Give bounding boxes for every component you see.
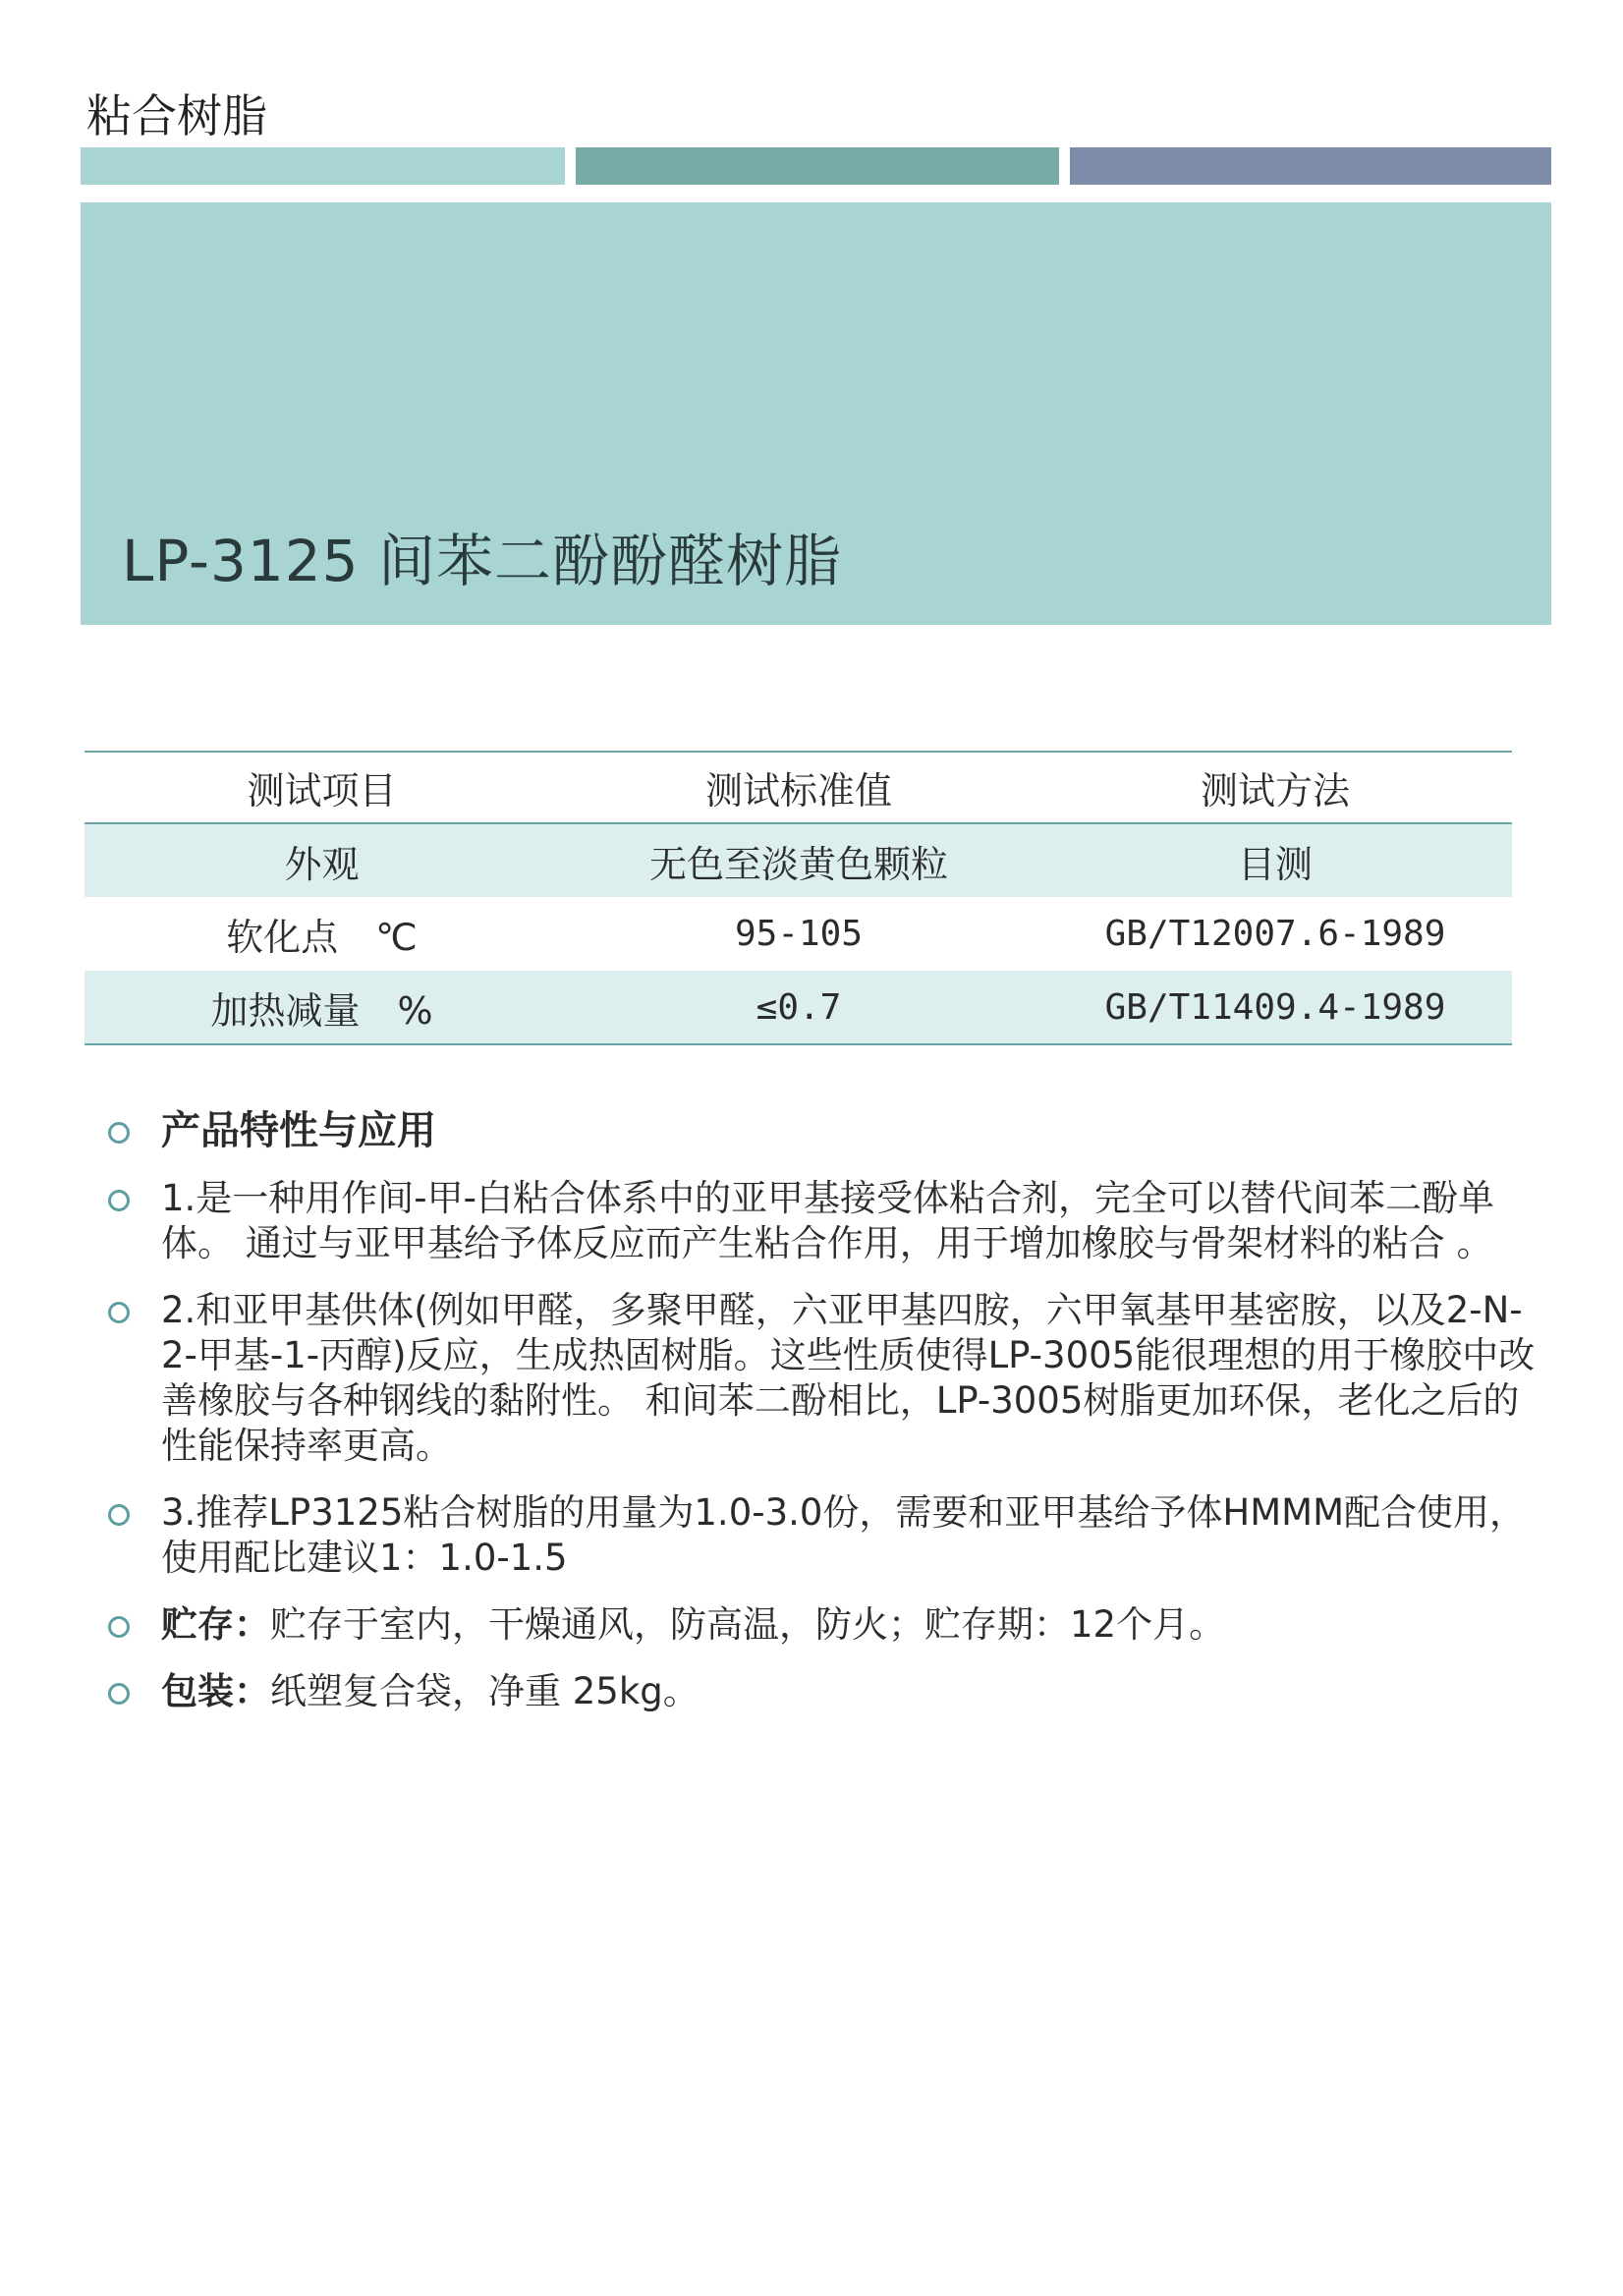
list-item: 1.是一种用作间-甲-白粘合体系中的亚甲基接受体粘合剂，完全可以替代间苯二酚单体。 通过与亚甲基给予体反应而产生粘合作用，用于增加橡胶与骨架材料的粘合 。 [106,1176,1540,1266]
circle-bullet-icon [108,1616,130,1638]
list-item: 2.和亚甲基供体(例如甲醛，多聚甲醛，六亚甲基四胺，六甲氧基甲基密胺，以及2-N-2-甲基-1-丙醇)反应，生成热固树脂。这些性质使得LP-3005能很理想的用于橡胶中改善橡胶与各种钢线的黏附性。 和间苯二酚相比，LP-3005树脂更加环保，老化之后的性能保持率更高。 [106,1288,1540,1469]
table-row [84,897,1512,971]
table-cell: 加热减量 % [210,988,433,1033]
packing-text: 纸塑复合袋，净重 25kg。 [270,1670,700,1712]
product-title: LP-3125 间苯二酚酚醛树脂 [122,528,842,594]
table-cell: 无色至淡黄色颗粒 [648,842,948,886]
spec-table [84,751,1512,1045]
table-row [84,971,1512,1044]
table-cell: 95-105 [734,914,864,954]
category-label: 粘合树脂 [86,89,267,142]
table-cell: GB/T12007.6-1989 [1104,914,1446,954]
storage-item [106,1602,1540,1648]
table-row [84,823,1512,897]
storage-label: 贮存： [161,1603,270,1646]
decor-bar-teal [576,147,1059,185]
feature-list [106,1108,1540,1736]
table-cell: 软化点 ℃ [226,916,418,959]
table-header-row [84,752,1512,823]
table-cell: GB/T11409.4-1989 [1104,986,1446,1028]
table-cell: ≤0.7 [756,986,842,1028]
table-header-cell: 测试项目 [247,769,397,812]
table-cell: 外观 [284,842,360,886]
packing-item [106,1669,1540,1714]
circle-bullet-icon [108,1683,130,1705]
section-heading: 产品特性与应用 [106,1108,1540,1154]
circle-bullet-icon [108,1190,130,1211]
storage-text: 贮存于室内，干燥通风，防高温，防火；贮存期：12个月。 [270,1603,1226,1646]
decor-bar-light [81,147,565,185]
table-header-cell: 测试标准值 [704,769,892,812]
circle-bullet-icon [108,1504,130,1526]
circle-bullet-icon [108,1122,130,1144]
table-cell: 目测 [1237,842,1313,886]
table-header-cell: 测试方法 [1200,769,1350,812]
decor-bar-slate [1070,147,1551,185]
title-panel [81,202,1551,625]
packing-label: 包装： [161,1670,270,1712]
list-item: 3.推荐LP3125粘合树脂的用量为1.0-3.0份，需要和亚甲基给予体HMMM配合使用，使用配比建议1：1.0-1.5 [106,1490,1540,1581]
circle-bullet-icon [108,1302,130,1323]
